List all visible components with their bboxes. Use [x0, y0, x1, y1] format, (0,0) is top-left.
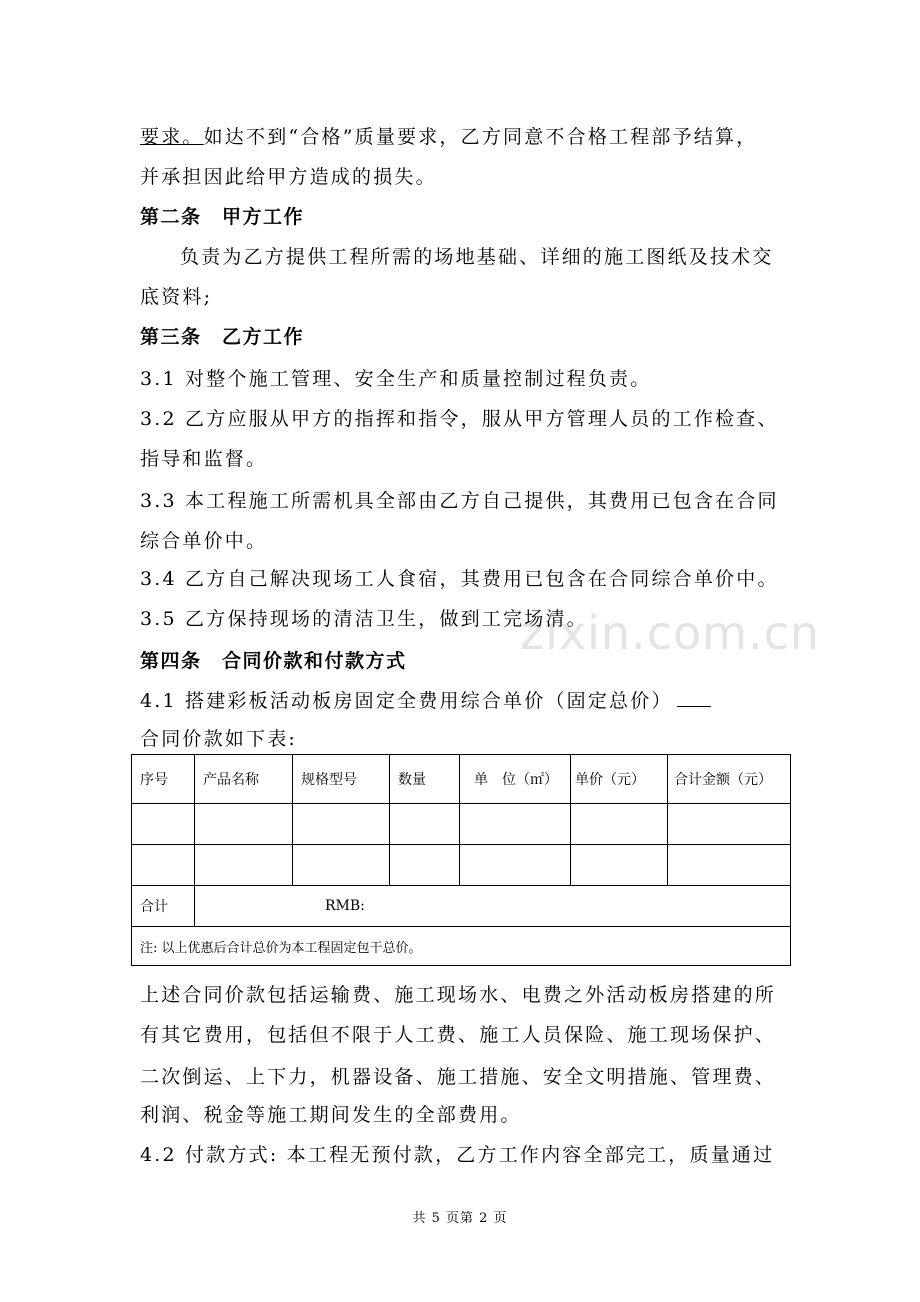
paragraph-line: 负责为乙方提供工程所需的场地基础、详细的施工图纸及技术交: [180, 246, 774, 268]
paragraph-line: 有其它费用，包括但不限于人工费、施工人员保险、施工现场保护、: [140, 1024, 777, 1046]
clause-3-1: 3.1 对整个施工管理、安全生产和质量控制过程负责。: [140, 368, 652, 390]
table-cell: [293, 845, 390, 886]
table-header-cell: 合计金额（元）: [668, 755, 791, 804]
blank-fill-line: [677, 688, 711, 707]
table-header-row: [132, 755, 791, 804]
table-header-cell: 产品名称: [195, 755, 293, 804]
table-header-cell: 序号: [132, 755, 195, 804]
table-cell: [132, 845, 195, 886]
table-cell: [460, 804, 571, 845]
clause-3-4: 3.4 乙方自己解决现场工人食宿，其费用已包含在合同综合单价中。: [140, 568, 779, 590]
table-total-row: [132, 886, 791, 927]
clause-3-2: 3.2 乙方应服从甲方的指挥和指令，服从甲方管理人员的工作检查、: [140, 408, 779, 430]
clause-3-5: 3.5 乙方保持现场的清洁卫生，做到工完场清。: [140, 608, 588, 630]
watermark: zixin.com.cn: [520, 606, 821, 660]
section-heading-2: 第二条 甲方工作: [140, 206, 305, 228]
table-header-cell: 数量: [390, 755, 460, 804]
table-cell: [668, 845, 791, 886]
table-cell: [195, 804, 293, 845]
line-text: 如达不到“合格”质量要求，乙方同意不合格工程部予结算，: [203, 126, 758, 148]
paragraph-line: 指导和监督。: [140, 448, 268, 470]
table-row: [132, 845, 791, 886]
paragraph-line: 上述合同价款包括运输费、施工现场水、电费之外活动板房搭建的所: [140, 984, 777, 1006]
table-cell: [571, 804, 668, 845]
table-header-cell: 规格型号: [293, 755, 390, 804]
table-row: [132, 804, 791, 845]
paragraph-line: 综合单价中。: [140, 530, 268, 552]
clause-4-2: 4.2 付款方式: 本工程无预付款，乙方工作内容全部完工，质量通过: [140, 1144, 775, 1166]
table-note: 注: 以上优惠后合计总价为本工程固定包干总价。: [132, 927, 791, 966]
price-table: [131, 754, 791, 966]
table-header-cell: 单价（元）: [571, 755, 668, 804]
clause-3-3: 3.3 本工程施工所需机具全部由乙方自己提供，其费用已包含在合同: [140, 490, 779, 512]
page-footer: 共 5 页第 2 页: [412, 1211, 508, 1226]
table-cell: [195, 845, 293, 886]
table-cell: [390, 845, 460, 886]
table-caption: 合同价款如下表:: [140, 728, 298, 750]
table-cell: [390, 804, 460, 845]
table-cell: [460, 845, 571, 886]
paragraph-line: 利润、税金等施工期间发生的全部费用。: [140, 1104, 522, 1126]
clause-4-1: [140, 688, 790, 714]
table-header-cell: 单 位（㎡）: [460, 755, 571, 804]
paragraph-line: [140, 124, 790, 150]
paragraph-line: 底资料;: [140, 286, 213, 308]
paragraph-line: 并承担因此给甲方造成的损失。: [140, 166, 437, 188]
section-heading-3: 第三条 乙方工作: [140, 326, 305, 348]
total-label: 合计: [132, 886, 195, 927]
table-cell: [668, 804, 791, 845]
section-heading-4: 第四条 合同价款和付款方式: [140, 650, 407, 672]
table-note-row: [132, 927, 791, 966]
underlined-text: 要求。: [140, 126, 204, 148]
table-cell: [132, 804, 195, 845]
total-value: RMB:: [195, 886, 791, 927]
paragraph-line: 二次倒运、上下力，机器设备、施工措施、安全文明措施、管理费、: [140, 1066, 777, 1088]
line-text: 4.1 搭建彩板活动板房固定全费用综合单价（固定总价）: [140, 690, 673, 712]
table-cell: [571, 845, 668, 886]
table-cell: [293, 804, 390, 845]
